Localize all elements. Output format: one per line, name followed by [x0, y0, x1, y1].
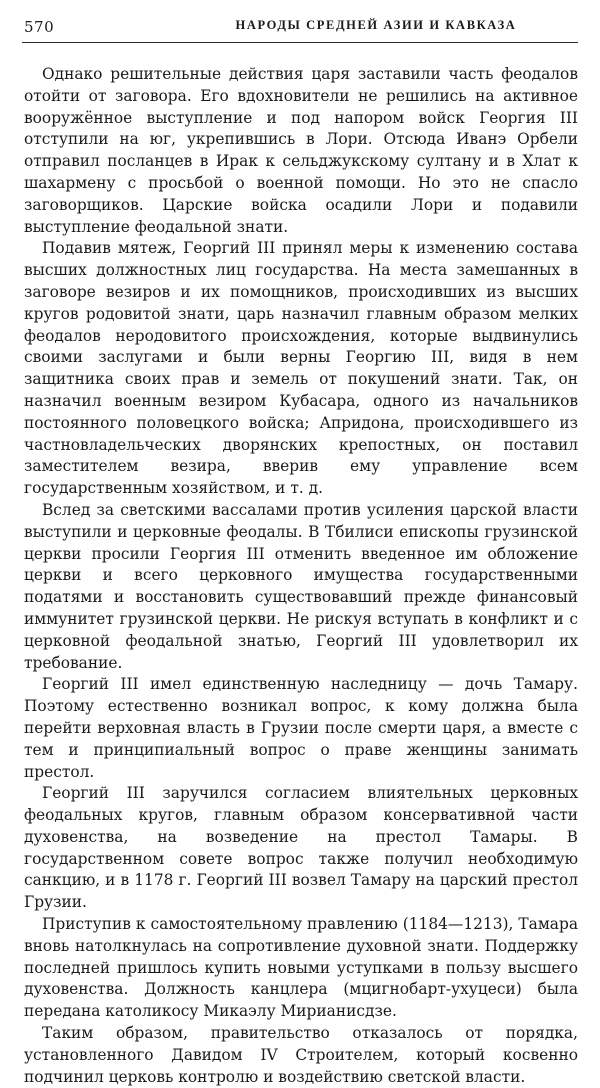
paragraph-5: Георгий III заручился согласием влиятельных церковных феодальных кругов, главным образом консервативной части духовенства, на возведение на престол Тамары. В государственном совете вопрос также получил необходимую санкцию, и в 1178 г. Георгий III возвел Тамару на царский престол Грузии.	[24, 784, 578, 912]
header-rule	[22, 42, 578, 43]
running-title: НАРОДЫ СРЕДНЕЙ АЗИИ И КАВКАЗА	[235, 18, 517, 32]
paragraph-6: Приступив к самостоятельному правлению (1184—1213), Тамара вновь натолкнулась на сопротивление духовной знати. Поддержку последней пришлось купить новыми уступками в пользу высшего духовенства. Должность канцлера (мцигнобарт-ухуцеси) была передана католикосу Микаэлу Мирианисдзе.	[24, 915, 578, 1021]
paragraph-7: Таким образом, правительство отказалось от порядка, установленного Давидом IV Строителем, который косвенно подчинил церковь контролю и воздействию светской власти.	[24, 1024, 578, 1086]
paragraph-3: Вслед за светскими вассалами против усиления царской власти выступили и церковные феодалы. В Тбилиси епископы грузинской церкви просили Георгия III отменить введенное им обложение церкви и всего церковного имущества государственными податями и восстановить существовавший прежде финансовый иммунитет грузинской церкви. Не рискуя вступать в конфликт и с церковной феодальной знатью, Георгий III удовлетворил их требование.	[24, 500, 578, 672]
paragraph-1: Однако решительные действия царя заставили часть феодалов отойти от заговора. Его вдохновители не решились на активное вооружённое выступление и под напором войск Георгия III отступили на юг, укрепившись в Лори. Отсюда Иванэ Орбели отправил посланцев в Ирак к сельджукскому султану и в Хлат к шахармену с просьбой о военной помощи. Но это не спасло заговорщиков. Царские войска осадили Лори и подавили выступление феодальной знати.	[24, 65, 578, 236]
paragraph-4: Георгий III имел единственную наследницу — дочь Тамару. Поэтому естественно возникал вопрос, к кому должна была перейти верховная власть в Грузии после смерти царя, а вместе с тем и принципиальный вопрос о праве женщины занимать престол.	[24, 675, 578, 781]
page-header	[24, 14, 578, 38]
paragraph-2: Подавив мятеж, Георгий III принял меры к изменению состава высших должностных лиц государства. На места замешанных в заговоре везиров и их помощников, происходивших из высших кругов родовитой знати, царь назначил главным образом мелких феодалов неродовитого происхождения, которые выдвинулись своими заслугами и были верны Георгию III, видя в нем защитника своих прав и земель от покушений знати. Так, он назначил военным везиром Кубасара, одного из начальников постоянного половецкого войска; Апридона, происходившего из частновладельческих дворянских крепостных, он поставил заместителем везира, вверив ему управление всем государственным хозяйством, и т. д.	[24, 239, 578, 498]
page-number: 570	[24, 18, 55, 36]
text-body	[24, 64, 578, 1088]
